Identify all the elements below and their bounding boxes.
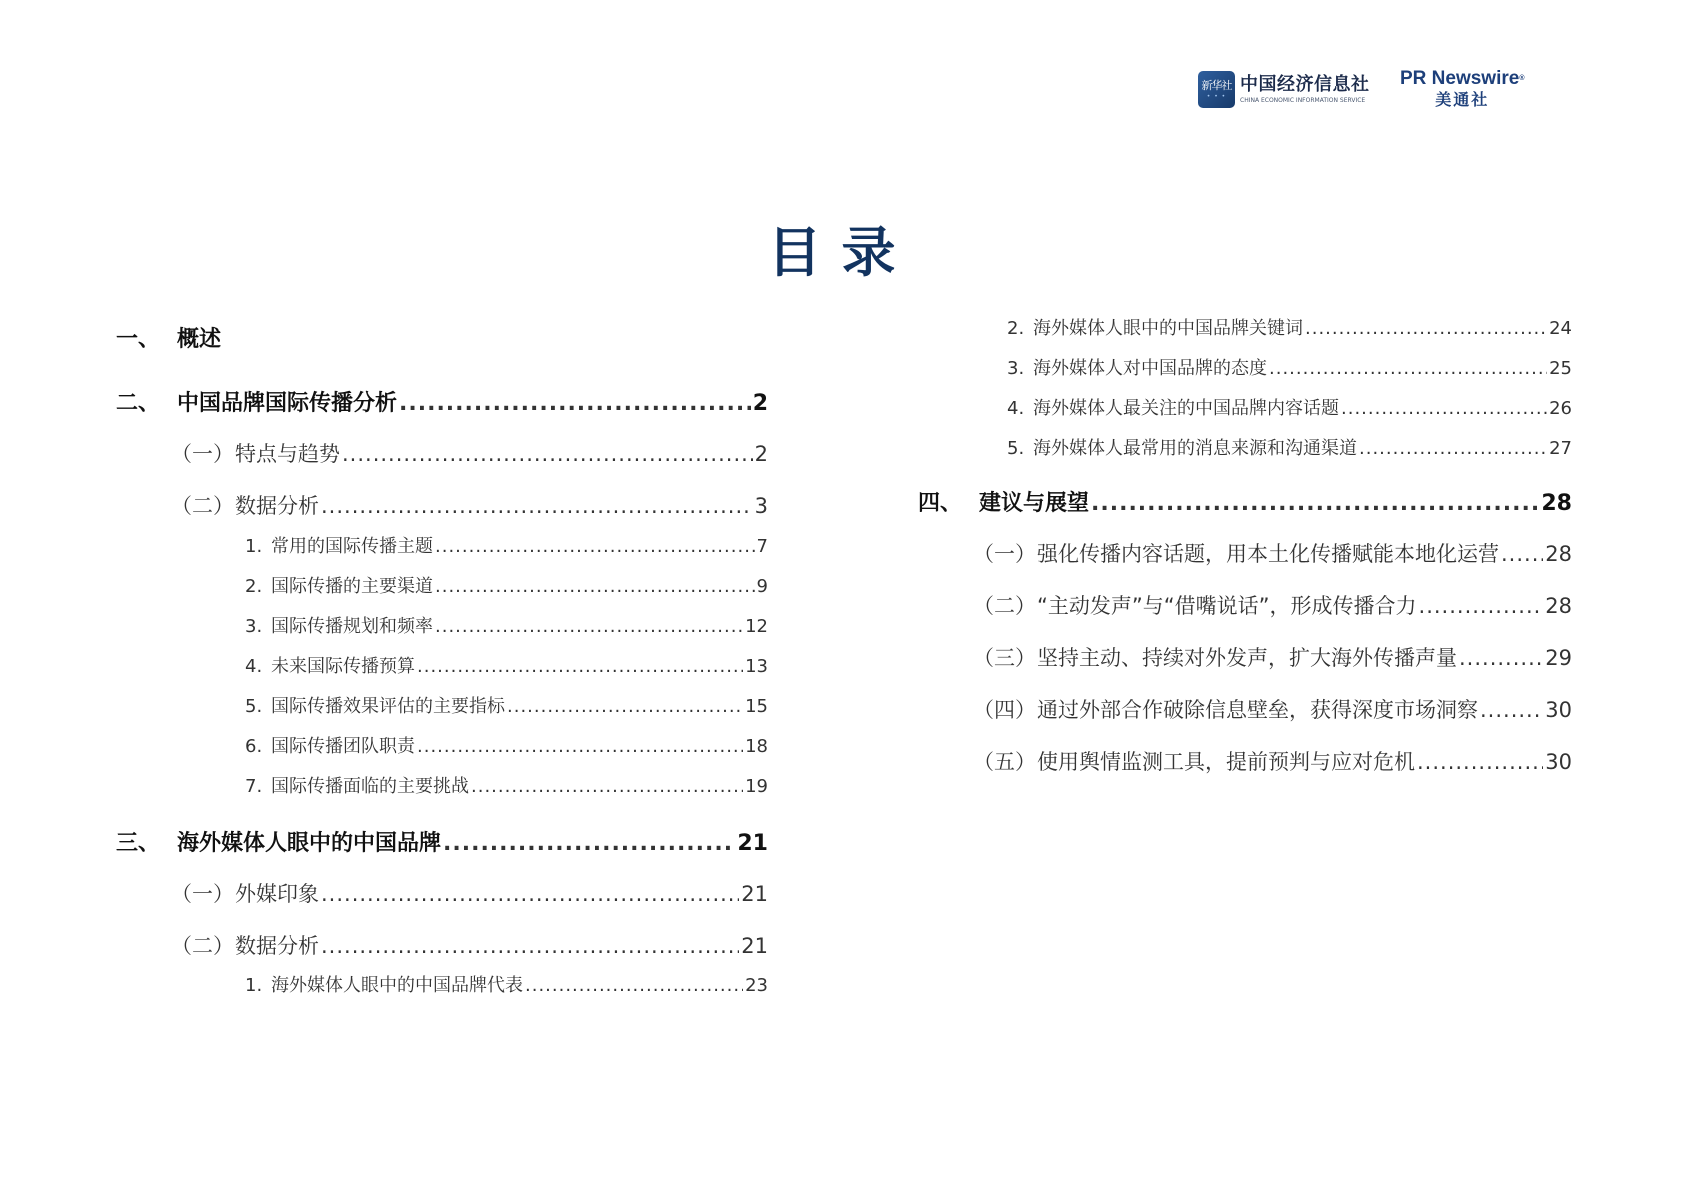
toc-entry-label: “主动发声”与“借嘴说话”，形成传播合力: [1037, 594, 1417, 618]
pr-newswire-logo: [1400, 68, 1525, 110]
toc-entry[interactable]: [918, 486, 1572, 517]
toc-entry-page: 19: [745, 776, 768, 797]
toc-entry-label: 海外媒体人眼中的中国品牌代表: [271, 975, 523, 996]
toc-entry[interactable]: [245, 732, 768, 758]
toc-dot-leader: [1091, 491, 1539, 516]
toc-entry-page: 28: [1545, 542, 1572, 566]
toc-entry-page: 9: [756, 576, 768, 597]
toc-entry-page: 2: [752, 391, 768, 416]
toc-entry-label: 常用的国际传播主题: [271, 536, 433, 557]
toc-entry-label: 建议与展望: [979, 491, 1090, 516]
toc-entry-page: 21: [741, 882, 768, 906]
toc-entry[interactable]: [1007, 434, 1572, 460]
toc-entry-page: 18: [745, 736, 768, 757]
toc-dot-leader: [435, 616, 743, 637]
toc-entry-number: 1.: [245, 536, 263, 557]
toc-dot-leader: [1459, 646, 1543, 670]
toc-entry-number: 5.: [1007, 438, 1025, 459]
pr-registered-mark: ®: [1519, 75, 1525, 82]
toc-dot-leader: [1480, 698, 1543, 722]
toc-entry[interactable]: [245, 572, 768, 598]
toc-entry[interactable]: [245, 652, 768, 678]
toc-entry[interactable]: [973, 694, 1572, 724]
toc-entry[interactable]: [116, 322, 768, 353]
toc-entry-label: 中国品牌国际传播分析: [177, 391, 398, 416]
toc-dot-leader: [1419, 594, 1544, 618]
toc-entry[interactable]: [973, 746, 1572, 776]
toc-entry-number: 三、: [116, 831, 161, 856]
toc-entry[interactable]: [1007, 394, 1572, 420]
toc-entry-label: 外媒印象: [235, 882, 319, 906]
toc-entry-label: 数据分析: [235, 934, 319, 958]
toc-entry-number: 四、: [918, 491, 963, 516]
toc-entry-number: 7.: [245, 776, 263, 797]
toc-entry-label: 强化传播内容话题，用本土化传播赋能本地化运营: [1037, 542, 1499, 566]
toc-entry-page: 30: [1545, 698, 1572, 722]
page-title: 目录: [767, 221, 916, 284]
toc-entry-number: （二）: [171, 934, 234, 958]
toc-entry-label: 国际传播面临的主要挑战: [271, 776, 469, 797]
toc-dot-leader: [443, 831, 735, 856]
pr-name-cn: 美通社: [1435, 90, 1490, 109]
toc-entry-label: 坚持主动、持续对外发声，扩大海外传播声量: [1037, 646, 1457, 670]
toc-dot-leader: [435, 536, 755, 557]
toc-entry-page: 27: [1549, 438, 1572, 459]
toc-entry-number: 2.: [245, 576, 263, 597]
toc-entry-page: 28: [1545, 594, 1572, 618]
toc-entry-label: 海外媒体人眼中的中国品牌: [177, 831, 442, 856]
toc-entry[interactable]: [245, 692, 768, 718]
toc-entry-page: 29: [1545, 646, 1572, 670]
toc-entry-page: 15: [745, 696, 768, 717]
toc-entry-label: 国际传播效果评估的主要指标: [271, 696, 505, 717]
toc-dot-leader: [342, 442, 753, 466]
toc-entry-page: 26: [1549, 398, 1572, 419]
toc-entry-number: （一）: [171, 882, 234, 906]
toc-entry[interactable]: [171, 438, 768, 468]
toc-entry-label: 海外媒体人眼中的中国品牌关键词: [1033, 318, 1303, 339]
toc-entry-label: 海外媒体人对中国品牌的态度: [1033, 358, 1267, 379]
toc-entry-label: 数据分析: [235, 494, 319, 518]
toc-dot-leader: [321, 934, 739, 958]
toc-entry[interactable]: [973, 538, 1572, 568]
toc-entry[interactable]: [171, 490, 768, 520]
toc-entry-page: 21: [737, 831, 768, 856]
xinhua-name-en: CHINA ECONOMIC INFORMATION SERVICE: [1240, 97, 1366, 104]
toc-dot-leader: [1417, 750, 1543, 774]
toc-dot-leader: [399, 391, 751, 416]
toc-dot-leader: [435, 576, 755, 597]
toc-entry-label: 特点与趋势: [235, 442, 340, 466]
toc-entry-page: 13: [745, 656, 768, 677]
toc-entry-number: 二、: [116, 391, 161, 416]
toc-entry-page: 23: [745, 975, 768, 996]
toc-entry[interactable]: [245, 532, 768, 558]
toc-dot-leader: [1269, 358, 1547, 379]
toc-entry-number: 1.: [245, 975, 263, 996]
toc-entry-number: （四）: [973, 698, 1036, 722]
xinhua-logo-icon: 新华社 • • •: [1198, 71, 1235, 108]
xinhua-logo: [1198, 71, 1370, 108]
toc-entry-page: 3: [754, 494, 768, 518]
toc-entry-number: 6.: [245, 736, 263, 757]
toc-entry-number: 4.: [245, 656, 263, 677]
toc-dot-leader: [321, 882, 739, 906]
toc-dot-leader: [1305, 318, 1547, 339]
toc-entry-page: 24: [1549, 318, 1572, 339]
toc-dot-leader: [321, 494, 753, 518]
toc-entry-number: 4.: [1007, 398, 1025, 419]
toc-entry[interactable]: [973, 642, 1572, 672]
toc-entry-number: 5.: [245, 696, 263, 717]
toc-entry-label: 国际传播的主要渠道: [271, 576, 433, 597]
toc-entry-page: 12: [745, 616, 768, 637]
toc-dot-leader: [471, 776, 743, 797]
toc-entry-page: 28: [1541, 491, 1572, 516]
toc-entry-page: 21: [741, 934, 768, 958]
toc-entry-number: （一）: [973, 542, 1036, 566]
toc-entry[interactable]: [171, 878, 768, 908]
toc-dot-leader: [1341, 398, 1547, 419]
toc-entry-label: 未来国际传播预算: [271, 656, 415, 677]
toc-entry-label: 国际传播规划和频率: [271, 616, 433, 637]
toc-entry-number: 3.: [1007, 358, 1025, 379]
toc-entry[interactable]: [245, 971, 768, 997]
toc-entry-number: （一）: [171, 442, 234, 466]
toc-entry-page: 25: [1549, 358, 1572, 379]
toc-entry-number: （二）: [973, 594, 1036, 618]
toc-entry-number: 3.: [245, 616, 263, 637]
toc-entry-label: 通过外部合作破除信息壁垒，获得深度市场洞察: [1037, 698, 1478, 722]
xinhua-name-cn: 中国经济信息社: [1240, 74, 1370, 95]
pr-name-en: PR Newswire: [1400, 68, 1520, 89]
toc-entry[interactable]: [116, 826, 768, 857]
toc-entry[interactable]: [245, 772, 768, 798]
toc-entry[interactable]: [171, 930, 768, 960]
toc-entry[interactable]: [1007, 354, 1572, 380]
toc-entry-label: 海外媒体人最常用的消息来源和沟通渠道: [1033, 438, 1357, 459]
toc-entry[interactable]: [1007, 314, 1572, 340]
toc-entry-page: 2: [754, 442, 768, 466]
toc-dot-leader: [1501, 542, 1543, 566]
toc-entry-label: 概述: [177, 327, 222, 352]
toc-entry-label: 使用舆情监测工具，提前预判与应对危机: [1037, 750, 1415, 774]
toc-entry-label: 国际传播团队职责: [271, 736, 415, 757]
toc-dot-leader: [507, 696, 743, 717]
xinhua-icon-text: 新华社: [1201, 78, 1232, 92]
toc-dot-leader: [525, 975, 743, 996]
toc-entry[interactable]: [245, 612, 768, 638]
toc-entry[interactable]: [973, 590, 1572, 620]
toc-entry-number: （五）: [973, 750, 1036, 774]
toc-entry[interactable]: [116, 386, 768, 417]
toc-entry-page: 30: [1545, 750, 1572, 774]
toc-entry-number: （二）: [171, 494, 234, 518]
toc-entry-label: 海外媒体人最关注的中国品牌内容话题: [1033, 398, 1339, 419]
toc-entry-number: （三）: [973, 646, 1036, 670]
toc-entry-number: 2.: [1007, 318, 1025, 339]
toc-dot-leader: [417, 736, 743, 757]
toc-dot-leader: [417, 656, 743, 677]
toc-entry-number: 一、: [116, 327, 161, 352]
toc-entry-page: 7: [756, 536, 768, 557]
toc-dot-leader: [1359, 438, 1547, 459]
